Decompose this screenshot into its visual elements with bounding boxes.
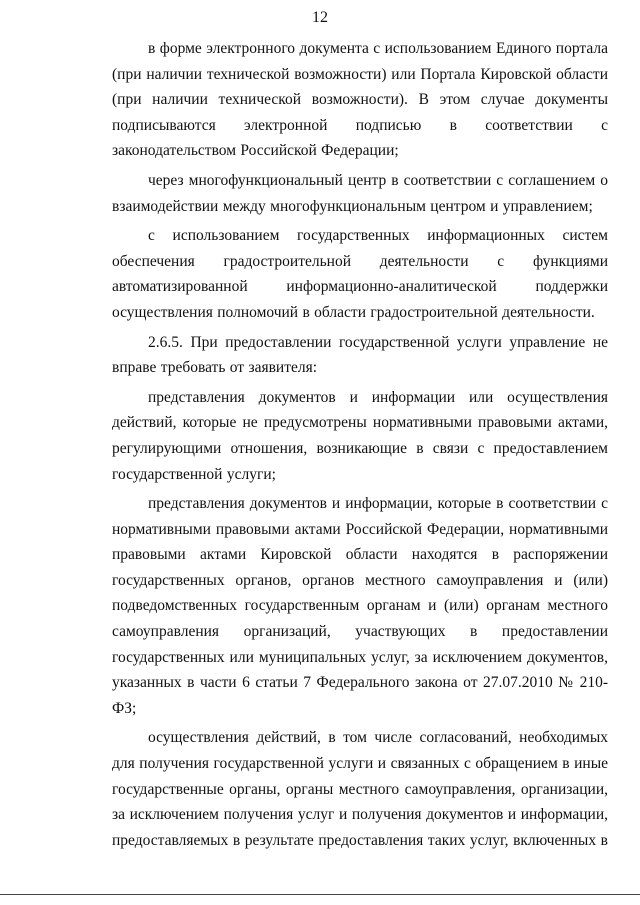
body-text xyxy=(112,36,608,853)
paragraph-info-systems: с использованием государственных информационных систем обеспечения градостроительной деятельности с функциями автоматизированной информационно-аналитической поддержки осуществления полномочий в области градостроительной деятельности. xyxy=(112,227,608,321)
paragraph-actions-approvals: осуществления действий, в том числе согласований, необходимых для получения государственной услуги и связанных с обращением в иные государственные органы, органы местного самоуправления, организации, за исключением получения услуг и получения документов и информации, предоставляемых в результате предоставления таких услуг, включенных в xyxy=(112,729,608,849)
paragraph-mfc: через многофункциональный центр в соответствии с соглашением о взаимодействии между многофункциональным центром и управлением; xyxy=(112,171,608,215)
paragraph-documents-not-required: представления документов и информации или осуществления действий, которые не предусмотрены нормативными правовыми актами, регулирующими отношения, возникающие в связи с предоставлением государственной услуги; xyxy=(112,388,608,483)
paragraph-2-6-5: 2.6.5. При предоставлении государственной услуги управление не вправе требовать от заявителя: xyxy=(112,333,608,377)
page-number: 12 xyxy=(312,9,328,26)
bottom-rule xyxy=(0,894,640,895)
paragraph-documents-in-possession: представления документов и информации, которые в соответствии с нормативными правовыми актами Российской Федерации, нормативными правовыми актами Кировской области находятся в распоряжении государственных органов, органов местного самоуправления и (или) подведомственных государственным органам и (или) органам местного самоуправления организаций, участвующих в предоставлении государственных или муниципальных услуг, за исключением документов, указанных в части 6 статьи 7 Федерального закона от 27.07.2010 № 210-ФЗ; xyxy=(112,495,608,717)
paragraph-electronic-form: в форме электронного документа с использованием Единого портала (при наличии технической возможности) или Портала Кировской области (при наличии технической возможности). В этом случае документы подписываются электронной подписью в соответствии с законодательством Российской Федерации; xyxy=(112,40,608,160)
